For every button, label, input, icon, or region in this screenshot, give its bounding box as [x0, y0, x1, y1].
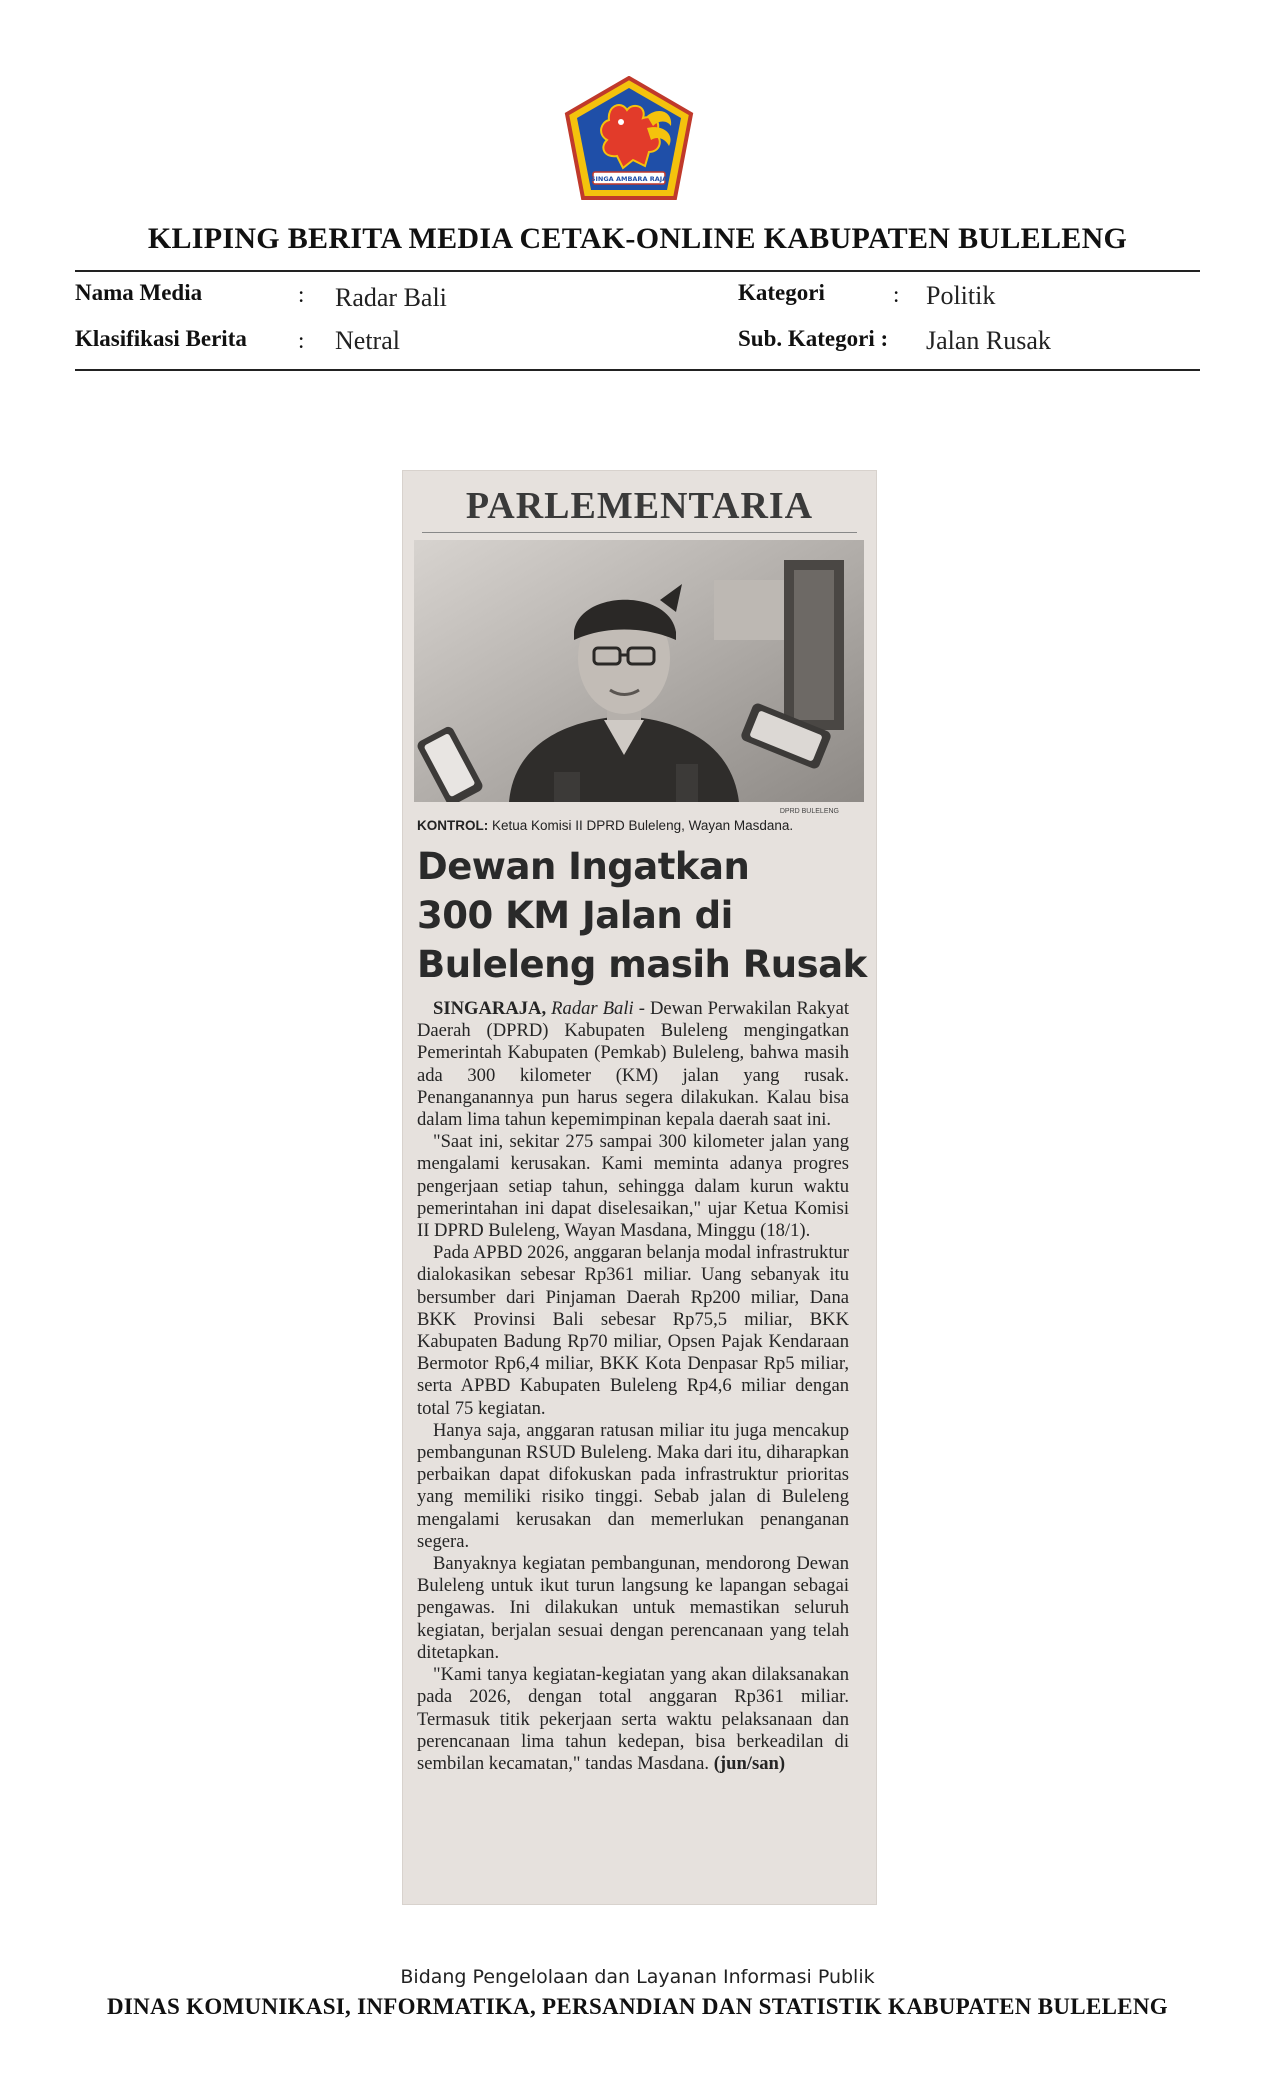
caption-text: Ketua Komisi II DPRD Buleleng, Wayan Masdana. [488, 818, 794, 833]
logo-text: SINGA AMBARA RAJA [590, 175, 668, 183]
signoff: (jun/san) [713, 1752, 786, 1774]
kategori-colon: : [893, 282, 900, 307]
kategori-label: Kategori [738, 280, 825, 305]
dateline: SINGARAJA, [433, 998, 547, 1019]
paragraph-1-text: - Dewan Perwakilan Rakyat Daerah (DPRD) Kabupaten Buleleng mengingatkan Pemerintah Kabupaten (Pemkab) Buleleng, bahwa masih ada 300 kilometer (KM) jalan yang rusak. Penanganannya pun harus segera dilakukan. Kalau bisa dalam lima tahun kepemimpinan kepala daerah saat ini. [417, 998, 849, 1131]
sub-kategori-label: Sub. Kategori : [738, 326, 889, 351]
nama-media-value: Radar Bali [335, 283, 447, 312]
kategori-value: Politik [926, 281, 996, 310]
paragraph-5: Banyaknya kegiatan pembangunan, mendorong Dewan Buleleng untuk ikut turun langsung ke lapangan sebagai pengawas. Ini dilakukan untuk memastikan seluruh kegiatan, berjalan sesuai dengan perencanaan yang telah ditetapkan. [417, 1553, 849, 1663]
nama-media-label: Nama Media [75, 280, 203, 305]
nama-media-colon: : [298, 282, 305, 307]
paragraph-2: "Saat ini, sekitar 275 sampai 300 kilometer jalan yang mengalami kerusakan. Kami meminta adanya progres pengerjaan setiap tahun, sehingga dalam kurun waktu pemerintahan ini dapat diselesaikan," ujar Ketua Komisi II DPRD Buleleng, Wayan Masdana, Minggu (18/1). [417, 1131, 849, 1242]
paragraph-6-text: "Kami tanya kegiatan-kegiatan yang akan dilaksanakan pada 2026, dengan total anggaran Rp361 miliar. Termasuk titik pekerjaan serta waktu pelaksanaan dan perencanaan lima tahun kedepan, bisa berkeadilan di sembilan kecamatan," tandas Masdana. [417, 1664, 849, 1774]
source-name: Radar Bali [551, 998, 634, 1019]
paragraph-6 [417, 1664, 849, 1775]
headline-line-1: Dewan Ingatkan [417, 845, 750, 888]
section-rule [422, 532, 857, 533]
article-body [417, 998, 849, 1775]
paragraph-1 [417, 998, 849, 1131]
caption-label: KONTROL: [417, 818, 489, 833]
klasifikasi-label: Klasifikasi Berita [75, 326, 247, 351]
article-headline [417, 842, 867, 989]
klasifikasi-colon: : [298, 328, 305, 353]
sub-kategori-value: Jalan Rusak [926, 326, 1051, 355]
paragraph-4: Hanya saja, anggaran ratusan miliar itu juga mencakup pembangunan RSUD Buleleng. Maka dari itu, diharapkan perbaikan dapat difokuskan pada infrastruktur prioritas yang memiliki risiko tinggi. Sebab jalan di Buleleng mengalami kerusakan dan memerlukan penanganan segera. [417, 1419, 849, 1552]
headline-line-3: Buleleng masih Rusak [417, 943, 867, 986]
paragraph-3: Pada APBD 2026, anggaran belanja modal infrastruktur dialokasikan sebesar Rp361 miliar. Uang sebanyak itu bersumber dari Pinjaman Daerah Rp200 miliar, Dana BKK Provinsi Bali sebesar Rp75,5 miliar, BKK Kabupaten Badung Rp70 miliar, Opsen Pajak Kendaraan Bermotor Rp6,4 miliar, BKK Kota Denpasar Rp5 miliar, serta APBD Kabupaten Buleleng Rp4,6 miliar dengan total 75 kegiatan. [417, 1242, 849, 1419]
headline-line-2: 300 KM Jalan di [417, 894, 733, 937]
header-top-rule [75, 270, 1200, 272]
photo-credit: DPRD BULELENG [779, 808, 839, 815]
newspaper-clipping [402, 470, 877, 1905]
singa-ambara-raja-crest-icon [563, 76, 695, 200]
article-photo [414, 540, 864, 802]
klasifikasi-value: Netral [335, 326, 400, 355]
footer-agency: DINAS KOMUNIKASI, INFORMATIKA, PERSANDIAN DAN STATISTIK KABUPATEN BULELENG [107, 1994, 1168, 2019]
photo-caption [417, 818, 867, 833]
page-title: KLIPING BERITA MEDIA CETAK-ONLINE KABUPATEN BULELENG [147, 222, 1128, 255]
section-title: PARLEMENTARIA [465, 485, 814, 527]
header-bottom-rule [75, 369, 1200, 371]
footer-subtitle: Bidang Pengelolaan dan Layanan Informasi Publik [400, 1966, 875, 1988]
